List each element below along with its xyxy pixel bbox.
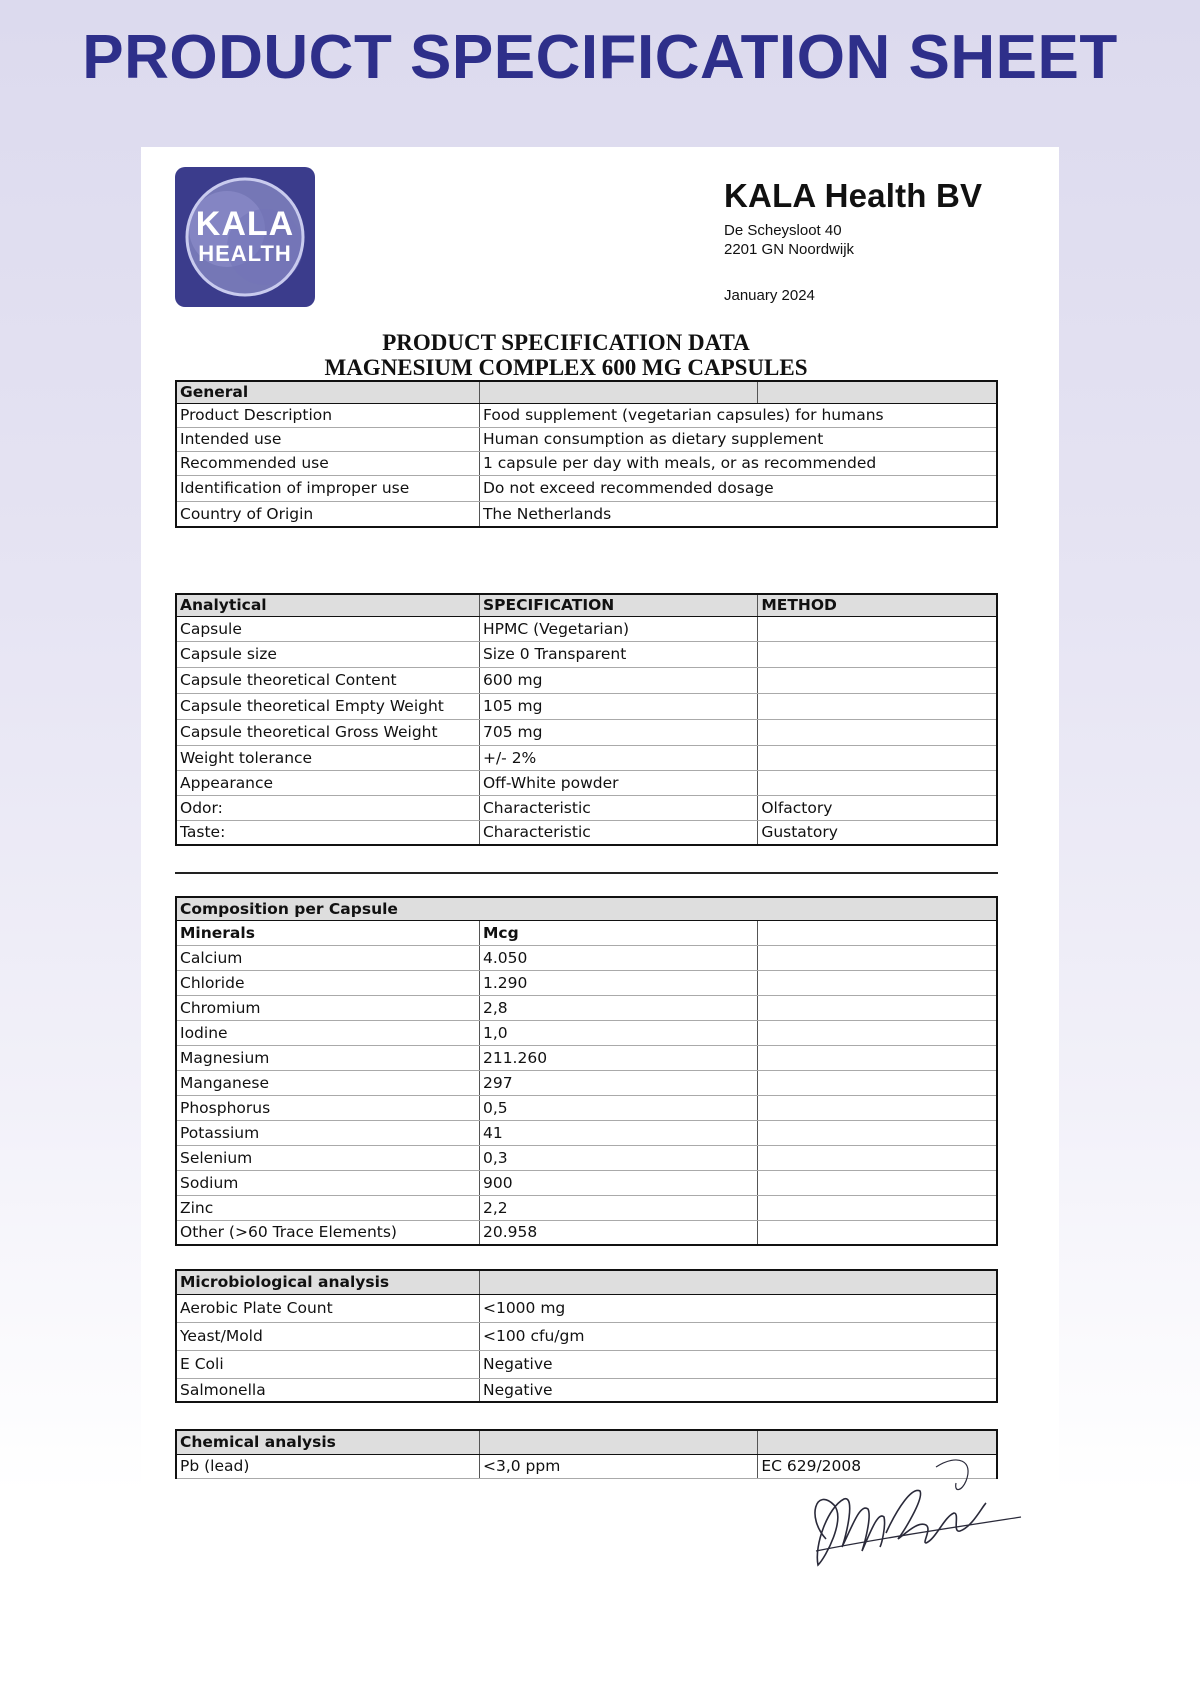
table-cell: Capsule theoretical Gross Weight [176,719,479,745]
table-cell: 1.290 [479,970,757,995]
microbiological-header-row [176,1270,997,1294]
table-cell: Pb (lead) [176,1454,479,1478]
table-cell: Calcium [176,945,479,970]
table-header-cell: SPECIFICATION [479,594,757,616]
table-cell: Selenium [176,1145,479,1170]
handwritten-signature [786,1447,1086,1577]
table-cell: 1 capsule per day with meals, or as recommended [479,451,997,475]
company-block [724,177,982,304]
logo-text-health: HEALTH [198,241,292,266]
table-header-cell [758,381,997,403]
document-title-line-1: PRODUCT SPECIFICATION DATA [382,330,750,355]
table-cell: <100 cfu/gm [479,1322,997,1350]
table-cell: Capsule [176,616,479,641]
document-title-line-2: MAGNESIUM COMPLEX 600 MG CAPSULES [324,355,808,380]
logo-text-kala: KALA [195,205,295,243]
table-cell: Country of Origin [176,501,479,527]
table-cell: Sodium [176,1170,479,1195]
table-cell [758,641,997,667]
general-header-row [176,381,997,403]
address-line-1: De Scheysloot 40 [724,222,842,239]
table-cell: Appearance [176,770,479,795]
table-cell: 2,2 [479,1195,757,1220]
table-cell: Potassium [176,1120,479,1145]
table-subheader-cell: Mcg [479,920,757,945]
table-row [176,667,997,693]
table-cell: Intended use [176,427,479,451]
table-row [176,995,997,1020]
table-row [176,641,997,667]
table-row [176,1220,997,1245]
table-cell: 900 [479,1170,757,1195]
banner-title: PRODUCT SPECIFICATION SHEET [82,23,1118,92]
table-cell: Phosphorus [176,1095,479,1120]
table-header-cell [479,1430,757,1454]
table-header-cell: METHOD [758,594,997,616]
table-row [176,820,997,845]
table-row [176,693,997,719]
composition-subheader-row [176,920,997,945]
table-cell: Gustatory [758,820,997,845]
table-row [176,770,997,795]
table-cell: Human consumption as dietary supplement [479,427,997,451]
table-cell: Food supplement (vegetarian capsules) for humans [479,403,997,427]
table-row [176,616,997,641]
table-cell: 1,0 [479,1020,757,1045]
composition-table [175,896,998,1246]
address-line-2: 2201 GN Noordwijk [724,241,855,258]
table-cell: Product Description [176,403,479,427]
table-cell: 0,3 [479,1145,757,1170]
table-cell: 20.958 [479,1220,757,1245]
table-row [176,719,997,745]
table-row [176,1378,997,1402]
table-row [176,1070,997,1095]
table-cell: Do not exceed recommended dosage [479,475,997,501]
table-row [176,403,997,427]
table-row [176,1350,997,1378]
table-cell: Identification of improper use [176,475,479,501]
table-cell: Salmonella [176,1378,479,1402]
table-cell: The Netherlands [479,501,997,527]
table-row [176,475,997,501]
table-header-cell [479,1270,997,1294]
table-subheader-cell: Minerals [176,920,479,945]
table-cell: Chloride [176,970,479,995]
table-cell: <1000 mg [479,1294,997,1322]
table-cell: Size 0 Transparent [479,641,757,667]
table-cell: Recommended use [176,451,479,475]
table-header-cell: Microbiological analysis [176,1270,479,1294]
table-cell: Aerobic Plate Count [176,1294,479,1322]
table-cell: EC 629/2008 [758,1454,997,1478]
table-row [176,427,997,451]
table-header-cell: Chemical analysis [176,1430,479,1454]
table-cell: 705 mg [479,719,757,745]
table-row [176,795,997,820]
table-row [176,1322,997,1350]
analytical-table [175,593,998,846]
table-cell: Olfactory [758,795,997,820]
table-header-cell: General [176,381,479,403]
table-cell: Characteristic [479,795,757,820]
table-cell: 297 [479,1070,757,1095]
table-subheader-cell [758,920,997,945]
table-cell: 211.260 [479,1045,757,1070]
section-divider [175,872,998,874]
table-cell [758,693,997,719]
table-cell: Manganese [176,1070,479,1095]
table-cell: Negative [479,1350,997,1378]
company-name: KALA Health BV [724,177,983,214]
microbiological-table [175,1269,998,1403]
table-cell: 105 mg [479,693,757,719]
table-cell: Taste: [176,820,479,845]
table-cell: Odor: [176,795,479,820]
table-cell: Iodine [176,1020,479,1045]
table-cell [758,745,997,770]
table-row [176,1020,997,1045]
document-title [141,330,991,380]
table-cell: Off-White powder [479,770,757,795]
table-cell: Capsule theoretical Content [176,667,479,693]
table-cell: HPMC (Vegetarian) [479,616,757,641]
table-cell: <3,0 ppm [479,1454,757,1478]
table-cell: Characteristic [479,820,757,845]
table-row [176,1045,997,1070]
document-date: January 2024 [724,287,815,304]
table-cell [758,770,997,795]
table-header-cell: Analytical [176,594,479,616]
table-cell: 41 [479,1120,757,1145]
table-cell: E Coli [176,1350,479,1378]
table-header-cell: Composition per Capsule [176,897,997,920]
table-cell: Weight tolerance [176,745,479,770]
table-cell: 2,8 [479,995,757,1020]
table-row [176,1145,997,1170]
spec-sheet [141,147,1059,1697]
kala-health-logo [175,167,315,307]
table-cell [758,616,997,641]
table-cell: Chromium [176,995,479,1020]
general-table [175,380,998,528]
table-cell: Zinc [176,1195,479,1220]
table-cell: Capsule theoretical Empty Weight [176,693,479,719]
table-row [176,1294,997,1322]
table-cell: Negative [479,1378,997,1402]
table-cell: 4.050 [479,945,757,970]
table-row [176,1195,997,1220]
table-cell [758,719,997,745]
table-cell: +/- 2% [479,745,757,770]
composition-header-row [176,897,997,920]
table-cell: Magnesium [176,1045,479,1070]
table-row [176,1170,997,1195]
table-cell: Other (>60 Trace Elements) [176,1220,479,1245]
table-header-cell [479,381,757,403]
table-row [176,970,997,995]
table-cell [758,667,997,693]
table-cell: Yeast/Mold [176,1322,479,1350]
table-row [176,945,997,970]
table-row [176,451,997,475]
table-cell: Capsule size [176,641,479,667]
table-row [176,745,997,770]
table-row [176,1095,997,1120]
analytical-header-row [176,594,997,616]
table-cell: 600 mg [479,667,757,693]
table-row [176,1120,997,1145]
table-cell: 0,5 [479,1095,757,1120]
table-row [176,501,997,527]
